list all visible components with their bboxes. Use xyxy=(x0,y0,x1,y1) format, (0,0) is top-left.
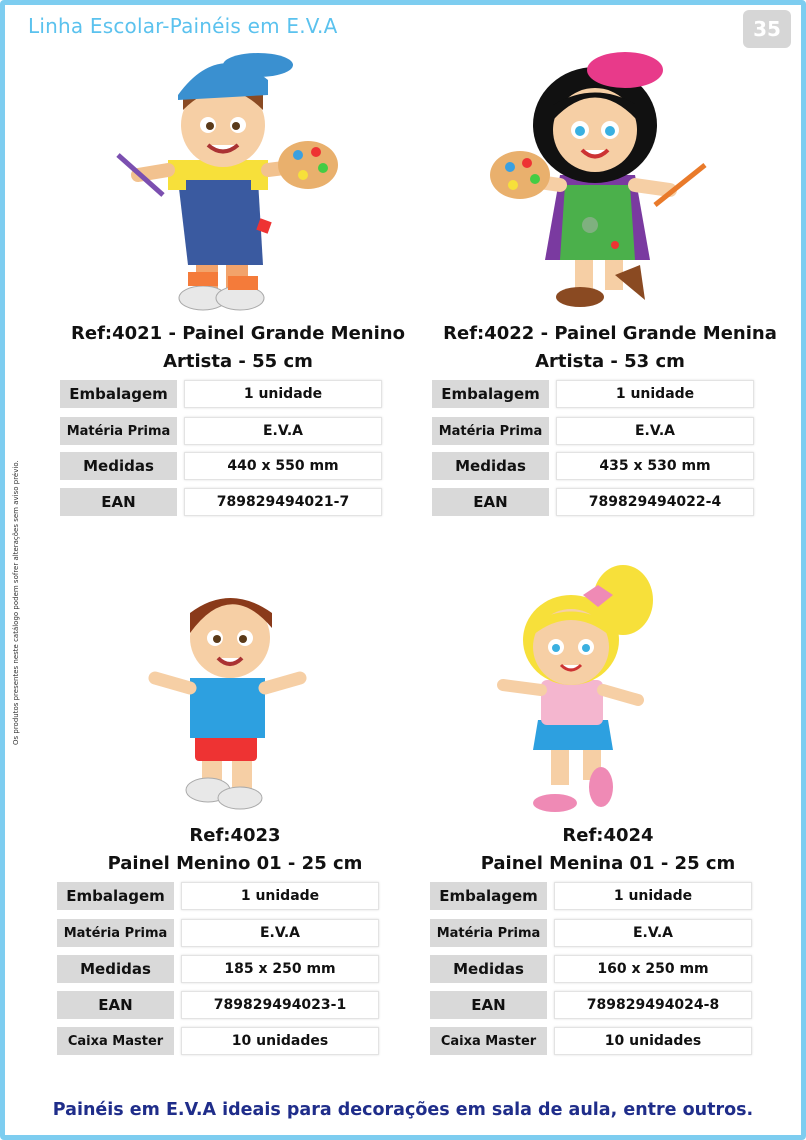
spec-value: 435 x 530 mm xyxy=(556,452,754,480)
spec-label: Embalagem xyxy=(432,380,549,408)
spec-label: EAN xyxy=(57,991,174,1019)
product-ref: Ref:4022 - Painel Grande Menina xyxy=(443,323,777,344)
spec-value: 1 unidade xyxy=(556,380,754,408)
girl-artist-illustration xyxy=(465,45,725,315)
spec-label: Matéria Prima xyxy=(57,919,174,947)
spec-value: 185 x 250 mm xyxy=(181,955,379,983)
product-subtitle: Painel Menina 01 - 25 cm xyxy=(480,853,736,874)
product-subtitle: Painel Menino 01 - 25 cm xyxy=(107,853,363,874)
disclaimer-note: Os produtos presentes neste catálogo podem sofrer alterações sem aviso prévio. xyxy=(12,460,20,745)
boy-artist-illustration xyxy=(108,40,338,315)
spec-value: 1 unidade xyxy=(554,882,752,910)
product-title xyxy=(45,822,425,878)
product-subtitle: Artista - 53 cm xyxy=(535,351,685,372)
boy-illustration xyxy=(140,578,320,813)
spec-label: EAN xyxy=(432,488,549,516)
spec-value: 10 unidades xyxy=(554,1027,752,1055)
product-subtitle: Artista - 55 cm xyxy=(163,351,313,372)
spec-label: Medidas xyxy=(430,955,547,983)
spec-value: 160 x 250 mm xyxy=(554,955,752,983)
spec-value: 1 unidade xyxy=(181,882,379,910)
product-ref: Ref:4024 xyxy=(562,825,654,846)
spec-label: Medidas xyxy=(57,955,174,983)
spec-value: E.V.A xyxy=(556,417,754,445)
spec-value: E.V.A xyxy=(554,919,752,947)
spec-label: Medidas xyxy=(432,452,549,480)
spec-value: E.V.A xyxy=(184,417,382,445)
spec-value: 789829494023-1 xyxy=(181,991,379,1019)
spec-label: Caixa Master xyxy=(430,1027,547,1055)
spec-label: Matéria Prima xyxy=(60,417,177,445)
product-ref: Ref:4023 xyxy=(189,825,281,846)
spec-value: 10 unidades xyxy=(181,1027,379,1055)
spec-label: EAN xyxy=(430,991,547,1019)
product-title xyxy=(48,320,428,376)
spec-label: Embalagem xyxy=(60,380,177,408)
spec-label: Matéria Prima xyxy=(430,919,547,947)
spec-label: Caixa Master xyxy=(57,1027,174,1055)
page-title: Linha Escolar-Painéis em E.V.A xyxy=(28,14,338,38)
spec-value: 789829494021-7 xyxy=(184,488,382,516)
spec-label: Medidas xyxy=(60,452,177,480)
spec-label: EAN xyxy=(60,488,177,516)
product-title xyxy=(418,822,798,878)
girl-illustration xyxy=(483,565,663,815)
spec-value: 440 x 550 mm xyxy=(184,452,382,480)
product-title xyxy=(420,320,800,376)
footer-tagline: Painéis em E.V.A ideais para decorações em sala de aula, entre outros. xyxy=(52,1100,754,1120)
product-ref: Ref:4021 - Painel Grande Menino xyxy=(71,323,405,344)
spec-value: E.V.A xyxy=(181,919,379,947)
spec-value: 1 unidade xyxy=(184,380,382,408)
spec-label: Embalagem xyxy=(430,882,547,910)
page-number-badge: 35 xyxy=(743,10,791,48)
spec-value: 789829494024-8 xyxy=(554,991,752,1019)
spec-label: Matéria Prima xyxy=(432,417,549,445)
spec-value: 789829494022-4 xyxy=(556,488,754,516)
spec-label: Embalagem xyxy=(57,882,174,910)
